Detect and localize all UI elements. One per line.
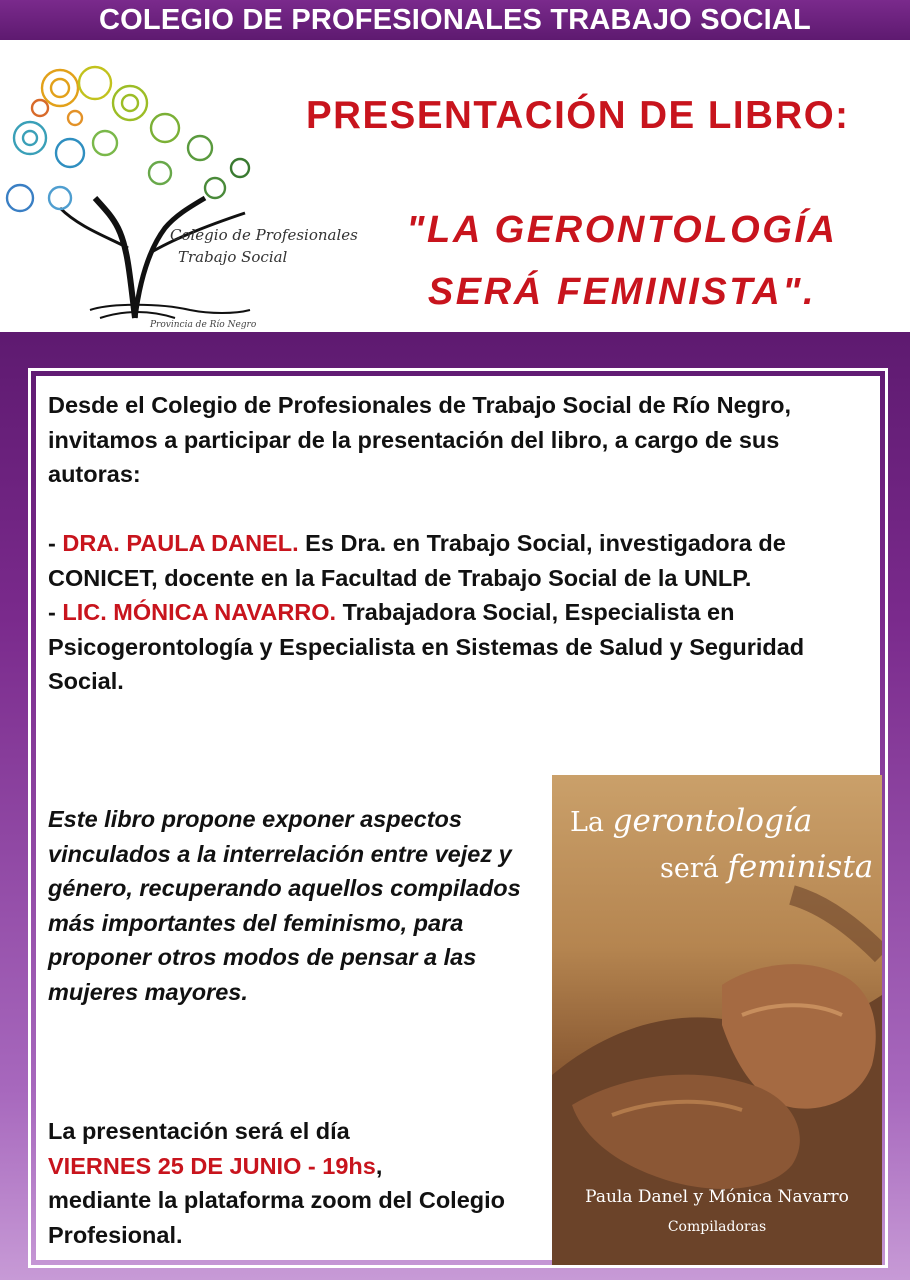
tree-logo xyxy=(0,48,370,333)
cover-title-c: será xyxy=(660,853,728,884)
author1-description: Es Dra. en Trabajo Social, investigadora de CONICET, docente en la Facultad de Trabajo Social de la UNLP. xyxy=(48,530,786,591)
author1-entry xyxy=(48,526,868,595)
logo-text-line3: Provincia de Río Negro xyxy=(150,320,257,330)
intro-paragraph: Desde el Colegio de Profesionales de Trabajo Social de Río Negro, invitamos a participar de la presentación del libro, a cargo de sus autoras: xyxy=(48,392,792,487)
book-blurb: Este libro propone exponer aspectos vinculados a la interrelación entre vejez y género, recuperando aquellos compilados más importantes del feminismo, para proponer otros modos de pensar a las mujeres mayores. xyxy=(48,806,521,1005)
book-title xyxy=(372,199,872,323)
org-banner: COLEGIO DE PROFESIONALES TRABAJO SOCIAL xyxy=(0,0,910,40)
intro-section xyxy=(48,388,868,699)
book-title-line2: SERÁ FEMINISTA". xyxy=(427,271,817,313)
header-panel xyxy=(0,44,910,332)
author2-description: Trabajadora Social, Especialista en Psicogerontología y Especialista en Sistemas de Salud y Seguridad Social. xyxy=(48,599,805,694)
book-title-line1: "LA GERONTOLOGÍA xyxy=(406,209,838,251)
event-details xyxy=(48,1114,548,1252)
cover-title-b: gerontología xyxy=(612,803,813,839)
cover-title-line1 xyxy=(570,803,812,839)
cover-authors: Paula Danel y Mónica Navarro xyxy=(585,1187,849,1207)
cover-role: Compiladoras xyxy=(667,1219,767,1235)
author2-name: LIC. MÓNICA NAVARRO. xyxy=(62,599,337,625)
cover-title-d: feminista xyxy=(727,849,874,885)
tree-logo-icon xyxy=(0,48,370,333)
presentation-title: PRESENTACIÓN DE LIBRO: xyxy=(306,94,850,137)
event-line3: mediante la plataforma zoom del Colegio Profesional. xyxy=(48,1187,506,1248)
author1-name: DRA. PAULA DANEL. xyxy=(62,530,299,556)
author2-entry xyxy=(48,595,868,699)
event-comma: , xyxy=(375,1152,383,1179)
logo-text-line2: Trabajo Social xyxy=(178,248,288,266)
cover-title-line2 xyxy=(660,849,873,885)
event-line1: La presentación será el día xyxy=(48,1118,350,1144)
author2-prefix: - xyxy=(48,599,63,625)
cover-title-a: La xyxy=(570,807,613,838)
author1-prefix: - xyxy=(48,530,63,556)
logo-text-line1: Colegio de Profesionales xyxy=(170,226,358,244)
event-date-time: VIERNES 25 DE JUNIO - 19hs xyxy=(48,1152,376,1179)
book-cover xyxy=(552,775,882,1265)
